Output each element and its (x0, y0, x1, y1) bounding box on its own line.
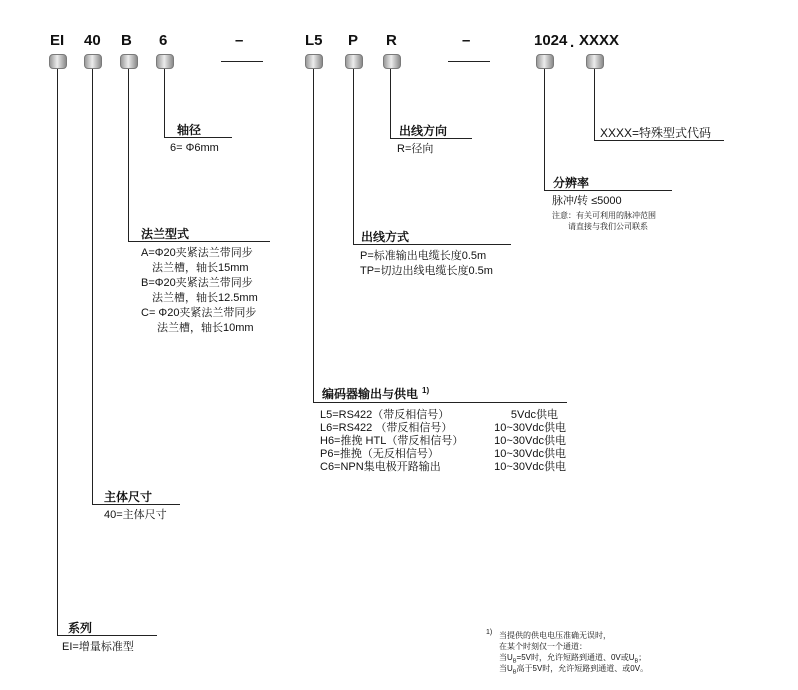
code-series: EI (50, 32, 65, 49)
flange-line-3: B=Φ20夹紧法兰带同步 (141, 277, 253, 289)
resolution-line-1: 脉冲/转 ≤5000 (552, 195, 622, 207)
outlet-mode-line-1: P=标准输出电缆长度0.5m (360, 250, 487, 262)
code-outlet-mode: P (348, 32, 359, 49)
slot-line-2 (448, 61, 490, 62)
series-title: 系列 (68, 621, 93, 635)
encoder-title (322, 385, 429, 402)
encoder-row-1-right: 5Vdc供电 (510, 409, 558, 421)
shaft-line-1: 6= Φ6mm (170, 142, 219, 154)
code-output: L5 (305, 32, 323, 49)
code-key-special (586, 54, 604, 69)
code-flange: B (121, 32, 132, 49)
footnote-line-4: 当$U_B$高于5V时，允许短路到通道、或0V。 (499, 664, 649, 676)
connector-body-size (92, 69, 93, 504)
code-key-resolution (536, 54, 554, 69)
flange-line-4: 法兰槽，轴长12.5mm (152, 292, 258, 304)
connector-flange (128, 69, 129, 241)
connector-output (313, 69, 314, 402)
code-key-flange (120, 54, 138, 69)
encoder-row-5-left: C6=NPN集电极开路输出 (320, 461, 441, 473)
code-key-body-size (84, 54, 102, 69)
connector-outlet-dir (390, 69, 391, 138)
encoder-row-5-right: 10~30Vdc供电 (494, 461, 566, 473)
code-dot: . (570, 34, 575, 51)
code-outlet-dir: R (386, 32, 397, 49)
code-dash-1: – (235, 32, 244, 49)
shaft-title: 轴径 (177, 123, 202, 137)
footnote-line-3: 当$U_B=5V$时，允许短路到通道、0V或$U_B$； (499, 653, 647, 665)
encoder-row-4-left: P6=推挽（无反相信号） (320, 448, 439, 460)
flange-line-2: 法兰槽，轴长15mm (152, 262, 249, 274)
footnote-mark: 1) (486, 629, 493, 636)
flange-line-6: 法兰槽，轴长10mm (157, 322, 254, 334)
encoder-table (320, 406, 566, 481)
code-key-shaft (156, 54, 174, 69)
code-body-size: 40 (84, 32, 101, 49)
connector-outlet-mode (353, 69, 354, 244)
code-dash-2: – (462, 32, 471, 49)
footnote-line-2: 在某个时刻仅一个通道： (499, 642, 587, 651)
body-size-title: 主体尺寸 (104, 490, 153, 504)
footnote-line-1: 当提供的供电电压准确无误时， (499, 631, 611, 640)
resolution-note-1: 注意：有关可利用的脉冲范围 (552, 211, 656, 220)
code-special: XXXX (579, 32, 620, 49)
connector-series (57, 69, 58, 635)
connector-resolution (544, 69, 545, 190)
encoder-row-2-right: 10~30Vdc供电 (494, 422, 566, 434)
flange-title: 法兰型式 (141, 227, 190, 241)
connector-shaft (164, 69, 165, 137)
code-key-outlet-mode (345, 54, 363, 69)
encoder-row-2-left: L6=RS422 （带反相信号） (320, 422, 453, 434)
slot-line-1 (221, 61, 263, 62)
outlet-mode-title: 出线方式 (361, 230, 410, 244)
outlet-dir-line-1: R=径向 (397, 143, 434, 155)
special-title: XXXX=特殊型式代码 (600, 126, 712, 140)
flange-line-1: A=Φ20夹紧法兰带同步 (141, 247, 253, 259)
code-shaft: 6 (159, 32, 168, 49)
code-resolution: 1024 (534, 32, 568, 49)
encoder-title-text: 编码器输出与供电 (322, 387, 419, 401)
resolution-title: 分辨率 (553, 176, 590, 190)
encoder-row-1-left: L5=RS422（带反相信号） (320, 409, 450, 421)
outlet-dir-title: 出线方向 (399, 124, 448, 138)
encoder-row-4-right: 10~30Vdc供电 (494, 448, 566, 460)
series-line-1: EI=增量标准型 (62, 641, 134, 653)
encoder-title-sup: 1) (422, 386, 430, 395)
connector-output-h (313, 402, 567, 403)
outlet-mode-line-2: TP=切边出线电缆长度0.5m (360, 265, 493, 277)
code-key-outlet-dir (383, 54, 401, 69)
encoder-row-3-left: H6=推挽 HTL（带反相信号） (320, 435, 464, 447)
encoder-row-3-right: 10~30Vdc供电 (494, 435, 566, 447)
resolution-note-2: 请直接与我们公司联系 (568, 222, 648, 231)
code-key-series (49, 54, 67, 69)
body-size-line-1: 40=主体尺寸 (104, 509, 167, 521)
code-key-output (305, 54, 323, 69)
connector-special (594, 69, 595, 140)
flange-line-5: C= Φ20夹紧法兰带同步 (141, 307, 257, 319)
